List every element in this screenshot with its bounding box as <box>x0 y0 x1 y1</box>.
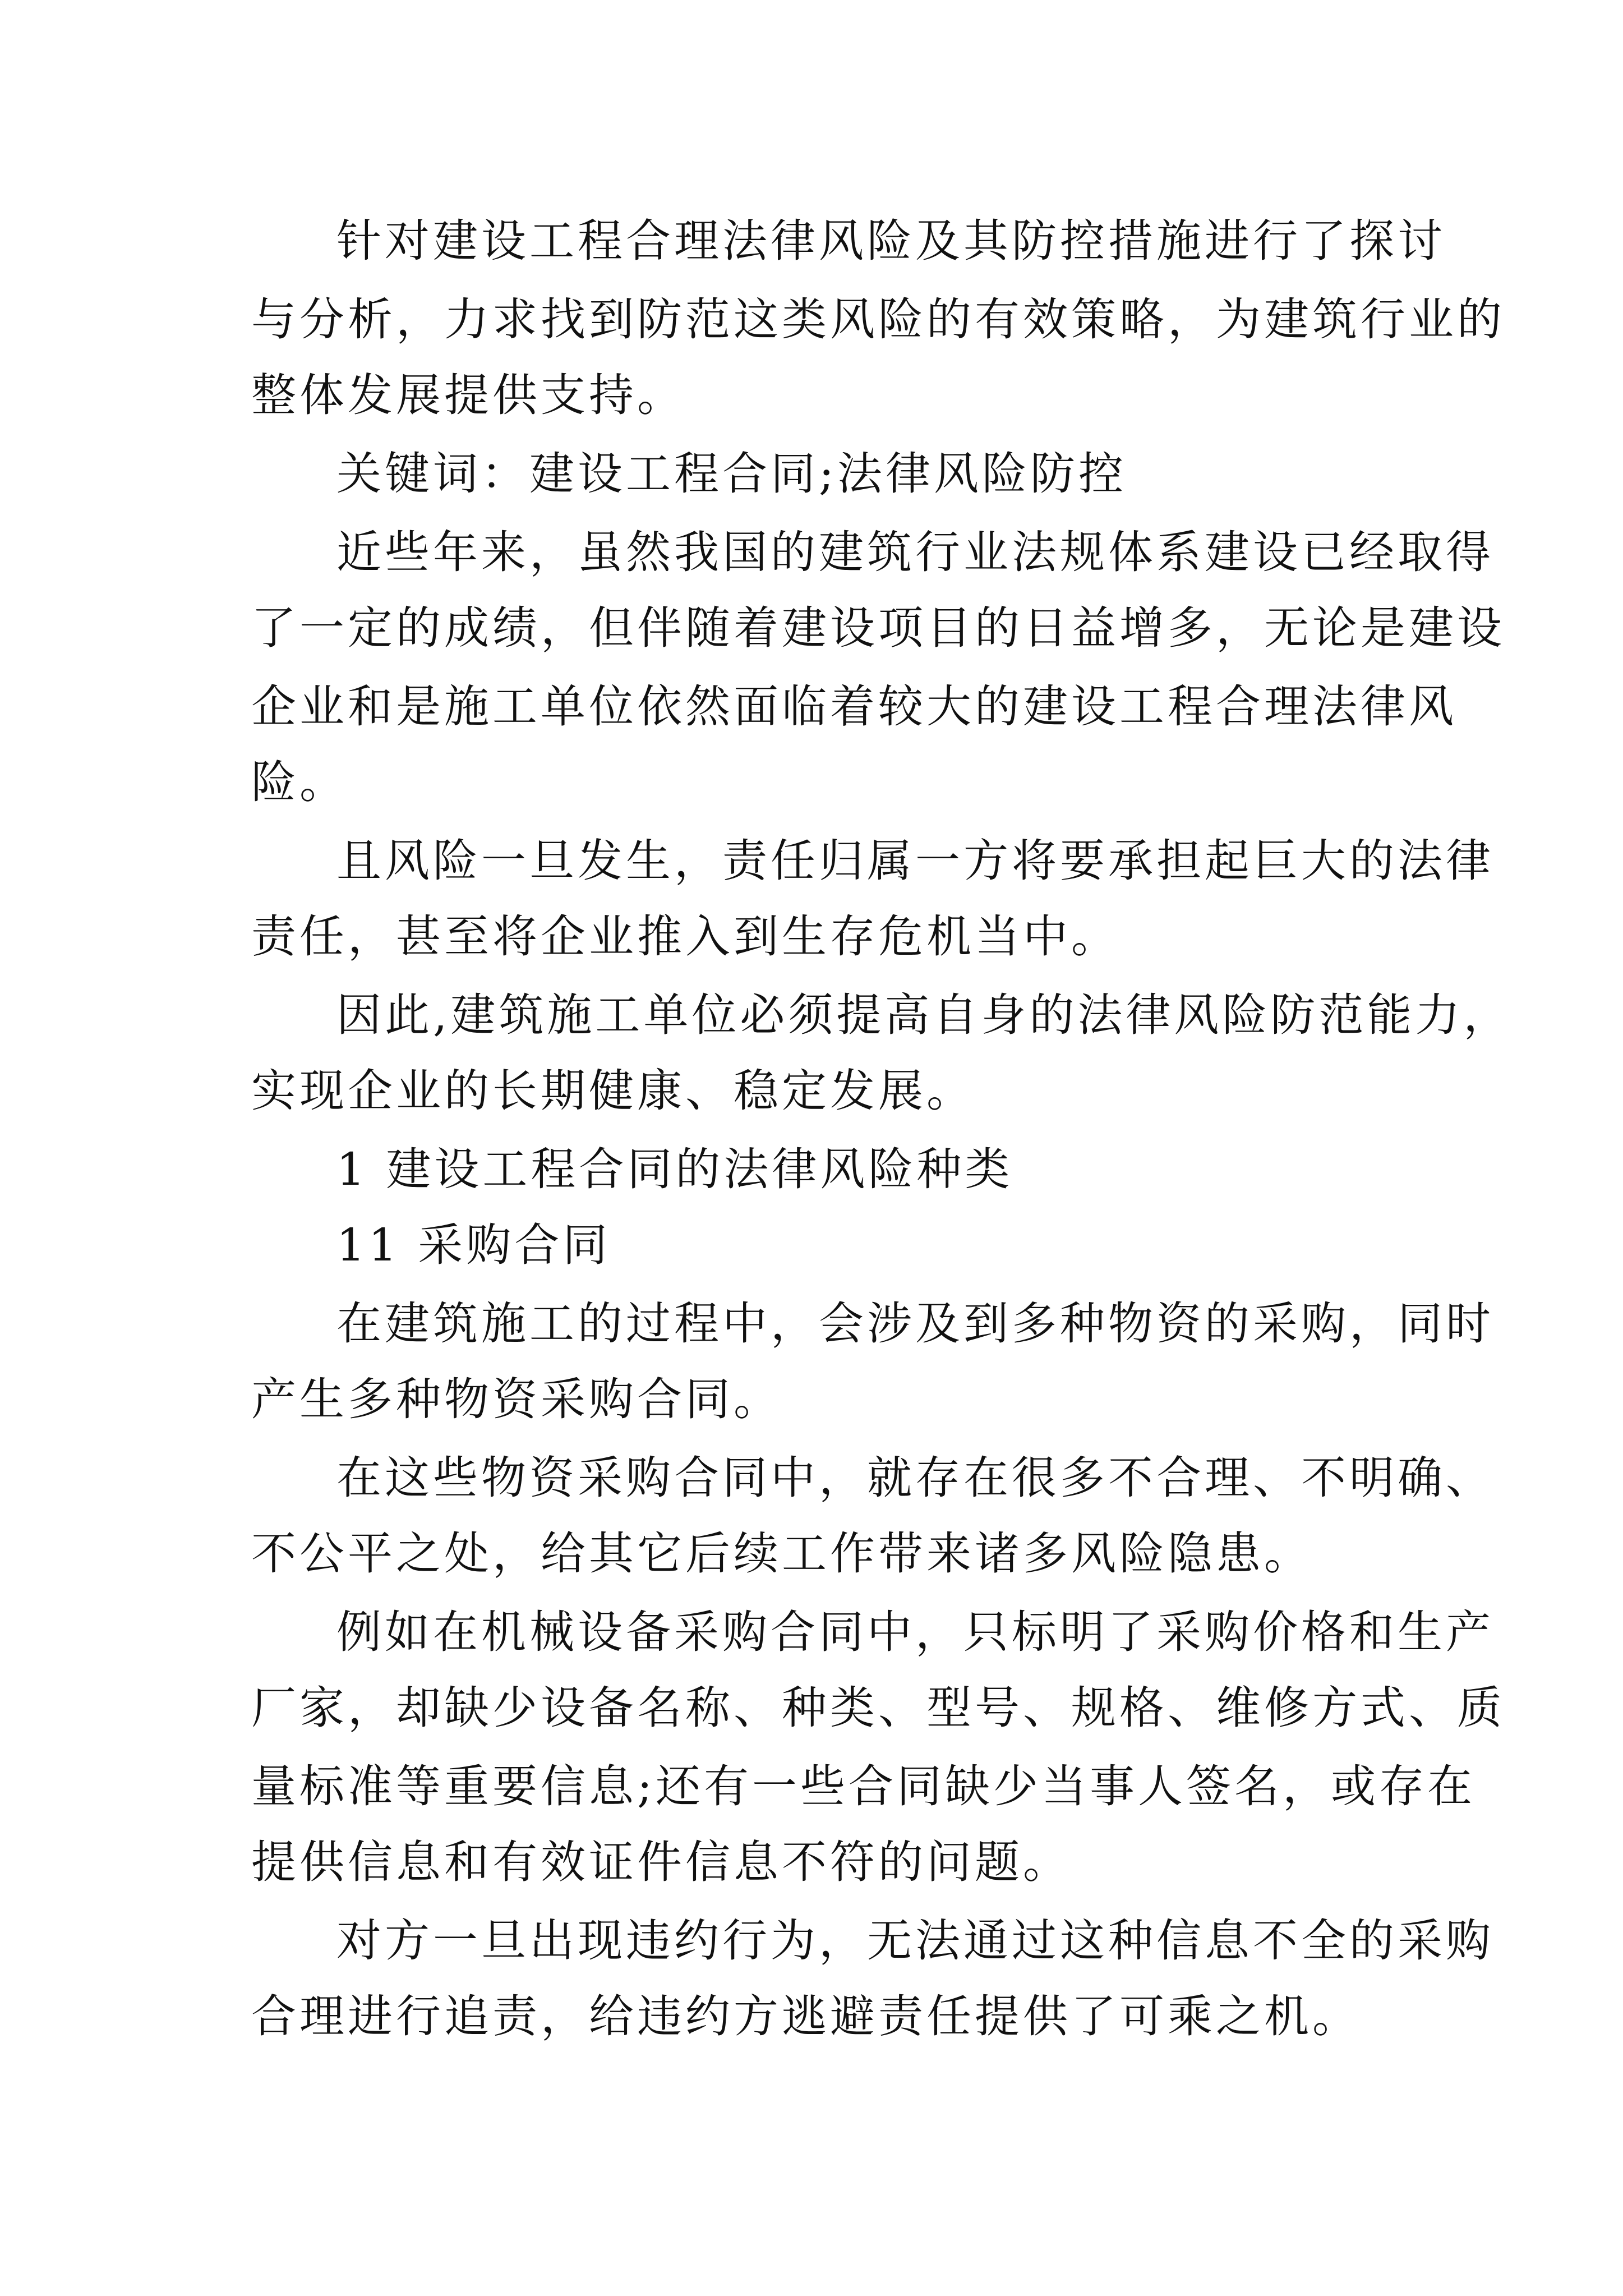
p1-line-1: 针对建设工程合理法律风险及其防控措施进行了探讨 <box>336 215 1446 267</box>
p2-line-2: 了一定的成绩，但伴随着建设项目的日益增多，无论是建设 <box>251 602 1505 654</box>
p8-line-1: 对方一旦出现违约行为，无法通过这种信息不全的采购 <box>336 1915 1494 1967</box>
p6-line-2: 不公平之处，给其它后续工作带来诸多风险隐患。 <box>251 1527 1312 1580</box>
p8-line-2: 合理进行追责，给违约方逃避责任提供了可乘之机。 <box>251 1990 1361 2042</box>
p3-line-2: 责任，甚至将企业推入到生存危机当中。 <box>251 910 1119 963</box>
p5-line-1: 在建筑施工的过程中，会涉及到多种物资的采购，同时 <box>336 1297 1494 1350</box>
section-heading-1: 1 建设工程合同的法律风险种类 <box>336 1143 1013 1195</box>
p3-line-1: 且风险一旦发生，责任归属一方将要承担起巨大的法律 <box>336 835 1494 887</box>
p7-line-1: 例如在机械设备采购合同中，只标明了采购价格和生产 <box>336 1606 1494 1658</box>
p4-line-1: 因此,建筑施工单位必须提高自身的法律风险防范能力， <box>336 989 1512 1041</box>
keywords-line: 关键词：建设工程合同;法律风险防控 <box>336 448 1127 500</box>
p4-line-2: 实现企业的长期健康、稳定发展。 <box>251 1065 975 1117</box>
section-heading-1-1: 11 采购合同 <box>336 1219 611 1271</box>
p7-line-2: 厂家，却缺少设备名称、种类、型号、规格、维修方式、质 <box>251 1682 1505 1734</box>
p2-line-3: 企业和是施工单位依然面临着较大的建设工程合理法律风 <box>251 680 1457 733</box>
p2-line-4: 险。 <box>251 756 348 808</box>
p2-line-1: 近些年来，虽然我国的建筑行业法规体系建设已经取得 <box>336 526 1494 578</box>
p7-line-3: 量标准等重要信息;还有一些合同缺少当事人签名，或存在 <box>251 1760 1476 1812</box>
p7-line-4: 提供信息和有效证件信息不符的问题。 <box>251 1836 1071 1888</box>
p6-line-1: 在这些物资采购合同中，就存在很多不合理、不明确、 <box>336 1452 1494 1504</box>
p1-line-3: 整体发展提供支持。 <box>251 369 685 421</box>
p5-line-2: 产生多种物资采购合同。 <box>251 1373 782 1425</box>
p1-line-2: 与分析，力求找到防范这类风险的有效策略，为建筑行业的 <box>251 293 1505 346</box>
